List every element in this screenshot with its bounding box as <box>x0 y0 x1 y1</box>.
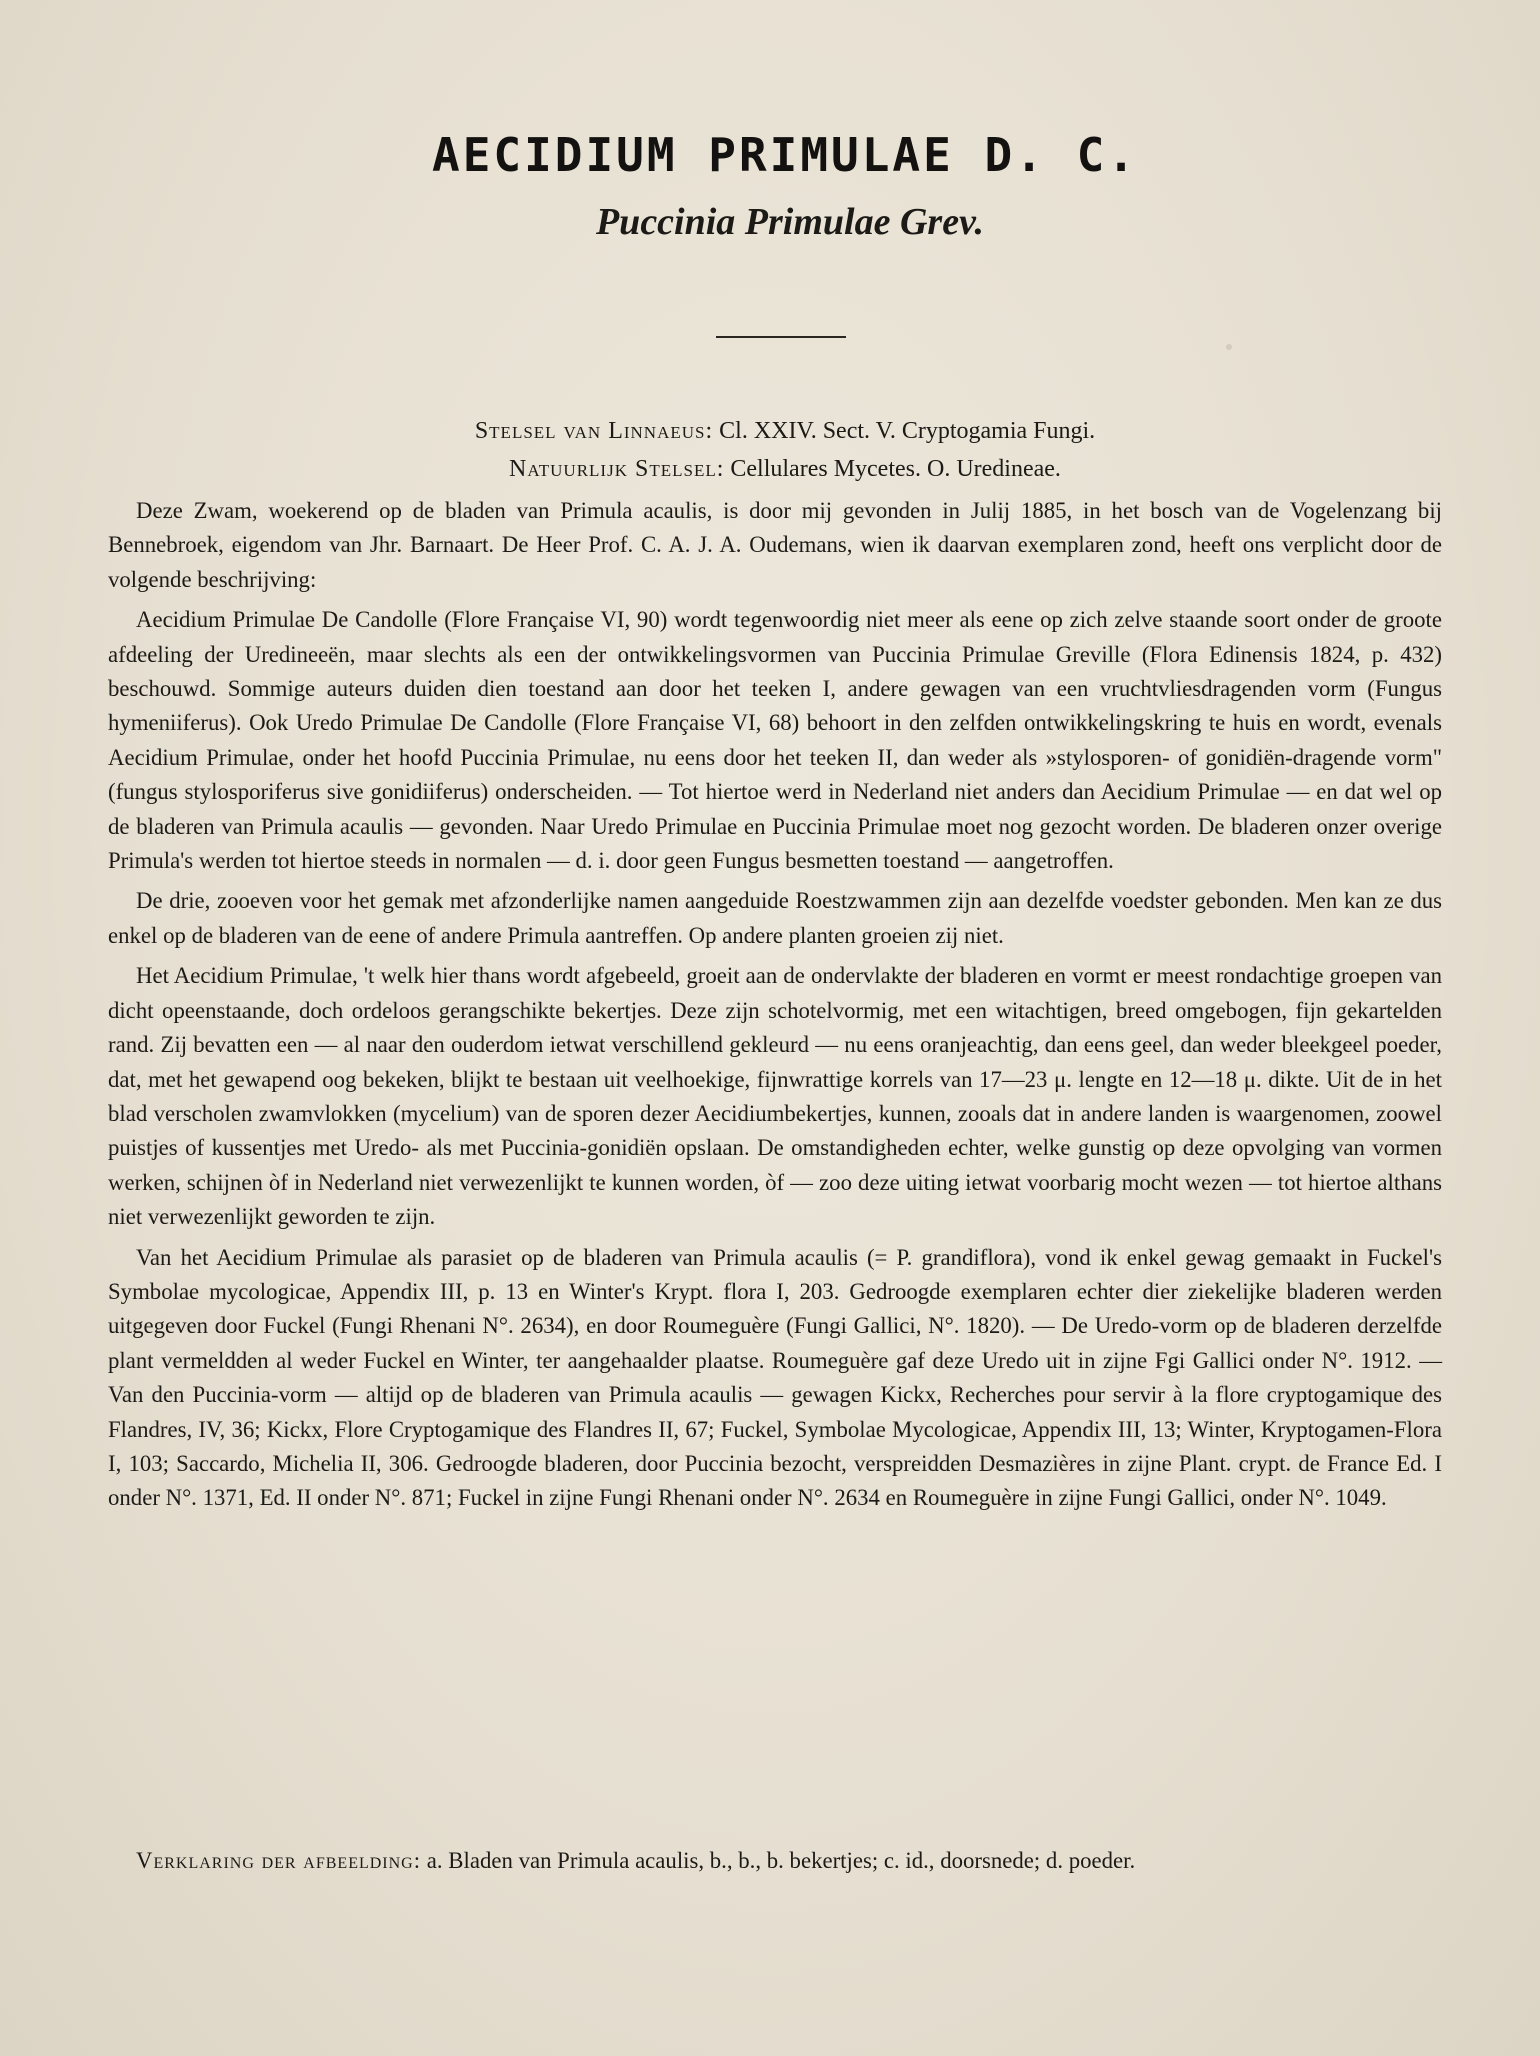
caption-label: Verklaring der afbeelding: <box>136 1848 422 1873</box>
title-divider <box>716 336 846 338</box>
body-text <box>108 494 1442 1522</box>
linnaeus-system-label: Stelsel van Linnaeus: <box>474 418 714 444</box>
page-subtitle: Puccinia Primulae Grev. <box>595 201 985 243</box>
linnaeus-system-value: Cl. XXIV. Sect. V. Cryptogamia Fungi. <box>713 418 1096 444</box>
paragraph-description: Aecidium Primulae De Candolle (Flore Française VI, 90) wordt tegenwoordig niet meer als eene op zich zelve staande soort onder de groote afdeeling der Uredineeën, maar slechts als een der ontwikkelingsvormen van Puccinia Primulae Greville (Flora Edinensis 1824, p. 432) beschouwd. Sommige auteurs duiden dien toestand aan door het teeken I, andere gewagen van een vruchtvliesdragenden vorm (Fungus hymeniiferus). Ook Uredo Primulae De Candolle (Flore Française VI, 68) behoort in den zelfden ontwikkelingskring te huis en wordt, evenals Aecidium Primulae, onder het hoofd Puccinia Primulae, nu eens door het teeken II, dan weder als »stylosporen- of gonidiën-dragende vorm" (fungus stylosporiferus sive gonidiiferus) onderscheiden. — Tot hiertoe werd in Nederland niet anders dan Aecidium Primulae — en dat wel op de bladeren van Primula acaulis — gevonden. Naar Uredo Primulae en Puccinia Primulae moet nog gezocht worden. De bladeren onzer overige Primula's werden tot hiertoe steeds in normalen — d. i. door geen Fungus besmetten toestand — aangetroffen. <box>108 607 1442 874</box>
caption-text: a. Bladen van Primula acaulis, b., b., b. bekertjes; c. id., doorsnede; d. poeder. <box>421 1848 1136 1873</box>
linnaeus-system-line <box>0 418 1540 445</box>
paper-spot <box>1226 344 1232 350</box>
natural-system-value: Cellulares Mycetes. O. Uredineae. <box>724 456 1061 482</box>
natural-system-line <box>0 456 1540 483</box>
paragraph-literature: Van het Aecidium Primulae als parasiet op de bladeren van Primula acaulis (= P. grandiflora), vond ik enkel gewag gemaakt in Fuckel's Symbolae mycologicae, Appendix III, p. 13 en Winter's Krypt. flora I, 203. Gedroogde exemplaren echter dier ziekelijke bladeren werden uitgegeven door Fuckel (Fungi Rhenani N°. 2634), en door Roumeguère (Fungi Gallici, N°. 1820). — De Uredo-vorm op de bladeren derzelfde plant vermeldden al weder Fuckel en Winter, ter aangehaalder plaatse. Roumeguère gaf deze Uredo uit in zijne Fgi Gallici onder N°. 1912. — Van den Puccinia-vorm — altijd op de bladeren van Primula acaulis — gewagen Kickx, Recherches pour servir à la flore cryptogamique des Flandres, IV, 36; Kickx, Flore Cryptogamique des Flandres II, 67; Fuckel, Symbolae Mycologicae, Appendix III, 13; Winter, Kryptogamen-Flora I, 103; Saccardo, Michelia II, 306. Gedroogde bladeren, door Puccinia bezocht, verspreidden Desmazières in zijne Plant. crypt. de France Ed. I onder N°. 1371, Ed. II onder N°. 871; Fuckel in zijne Fungi Rhenani onder N°. 2634 en Roumeguère in zijne Fungi Gallici, onder N°. 1049. <box>108 1244 1442 1511</box>
page-title: AECIDIUM PRIMULAE D. C. <box>432 128 1138 182</box>
natural-system-label: Natuurlijk Stelsel: <box>509 456 725 482</box>
paragraph-morphology: Het Aecidium Primulae, 't welk hier thans wordt afgebeeld, groeit aan de ondervlakte der bladeren en vormt er meest rondachtige groepen van dicht opeenstaande, doch ordeloos gerangschikte bekertjes. Deze zijn schotelvormig, met een witachtigen, breed omgebogen, fijn gekartelden rand. Zij bevatten een — al naar den ouderdom ietwat verschillend gekleurd — nu eens oranjeachtig, dan eens geel, dan weder bleekgeel poeder, dat, met het gewapend oog bekeken, blijkt te bestaan uit veelhoekige, fijnwrattige korrels van 17—23 μ. lengte en 12—18 μ. dikte. Uit de in het blad verscholen zwamvlokken (mycelium) van de sporen dezer Aecidiumbekertjes, kunnen, zooals dat in andere landen is waargenomen, zoowel puistjes of kussentjes met Uredo- als met Puccinia-gonidiën opslaan. De omstandigheden echter, welke gunstig op deze opvolging van vormen werken, schijnen òf in Nederland niet verwezenlijkt te kunnen worden, òf — zoo deze uiting ietwat voorbarig mocht wezen — tot hiertoe althans niet verwezenlijkt geworden te zijn. <box>108 963 1442 1230</box>
paragraph-intro: Deze Zwam, woekerend op de bladen van Primula acaulis, is door mij gevonden in Julij 1885, in het bosch van de Vogelenzang bij Bennebroek, eigendom van Jhr. Barnaart. De Heer Prof. C. A. J. A. Oudemans, wien ik daarvan exemplaren zond, heeft ons verplicht door de volgende beschrijving: <box>108 498 1442 592</box>
paragraph-host: De drie, zooeven voor het gemak met afzonderlijke namen aangeduide Roestzwammen zijn aan dezelfde voedster gebonden. Men kan ze dus enkel op de bladeren van de eene of andere Primula aantreffen. Op andere planten groeien zij niet. <box>108 888 1442 948</box>
figure-caption <box>136 1844 1442 1878</box>
